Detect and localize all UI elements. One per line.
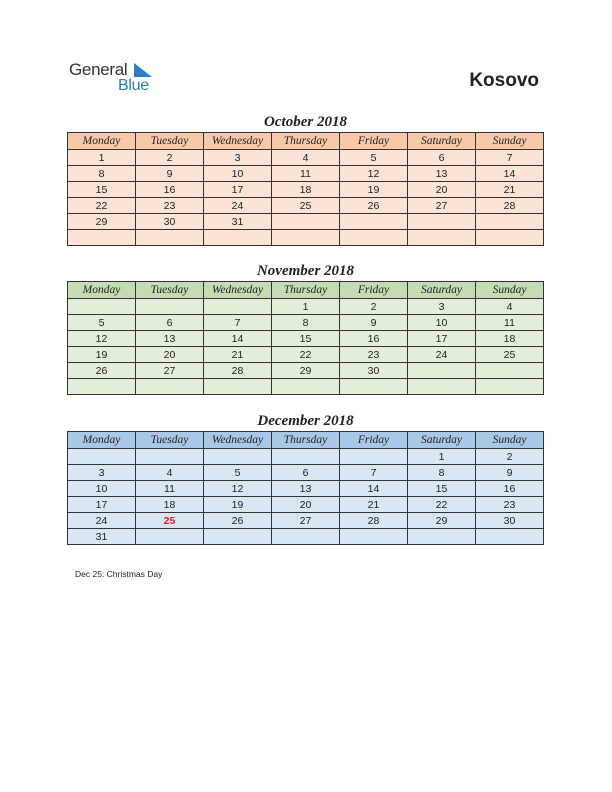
day-cell: 12 [204, 481, 272, 497]
day-cell: 24 [68, 513, 136, 529]
weekday-header: Tuesday [136, 133, 204, 150]
day-cell: 30 [136, 214, 204, 230]
day-cell: 1 [68, 150, 136, 166]
day-cell: 20 [136, 347, 204, 363]
day-cell [204, 449, 272, 465]
day-cell: 21 [340, 497, 408, 513]
weekday-header: Thursday [272, 133, 340, 150]
day-cell [136, 230, 204, 246]
day-cell: 15 [68, 182, 136, 198]
day-cell: 23 [340, 347, 408, 363]
logo-text-blue: Blue [118, 77, 149, 94]
day-cell: 22 [68, 198, 136, 214]
day-cell [204, 230, 272, 246]
day-cell [340, 449, 408, 465]
weekday-header: Monday [68, 432, 136, 449]
day-cell: 3 [408, 299, 476, 315]
weekday-header: Tuesday [136, 282, 204, 299]
day-cell: 22 [408, 497, 476, 513]
weekday-header: Saturday [408, 432, 476, 449]
day-cell: 26 [204, 513, 272, 529]
day-cell [476, 214, 544, 230]
day-cell: 7 [340, 465, 408, 481]
weekday-header: Sunday [476, 432, 544, 449]
weekday-header: Tuesday [136, 432, 204, 449]
weekday-header: Friday [340, 133, 408, 150]
day-cell: 13 [272, 481, 340, 497]
day-cell: 18 [476, 331, 544, 347]
day-cell: 29 [272, 363, 340, 379]
day-cell: 6 [136, 315, 204, 331]
day-cell [136, 379, 204, 395]
week-row [68, 230, 544, 246]
weekday-header: Wednesday [204, 133, 272, 150]
day-cell: 25 [476, 347, 544, 363]
day-cell [340, 529, 408, 545]
day-cell: 30 [340, 363, 408, 379]
day-cell [204, 529, 272, 545]
day-cell: 31 [204, 214, 272, 230]
day-cell [136, 529, 204, 545]
day-cell [408, 379, 476, 395]
weekday-header: Saturday [408, 282, 476, 299]
weekday-header: Thursday [272, 432, 340, 449]
day-cell: 2 [476, 449, 544, 465]
day-cell: 28 [476, 198, 544, 214]
day-cell: 28 [204, 363, 272, 379]
day-cell: 28 [340, 513, 408, 529]
day-cell [272, 379, 340, 395]
day-cell: 13 [136, 331, 204, 347]
week-row [68, 182, 544, 198]
day-cell: 20 [408, 182, 476, 198]
day-cell: 11 [136, 481, 204, 497]
week-row [68, 347, 544, 363]
country-title: Kosovo [469, 70, 539, 91]
day-cell: 16 [476, 481, 544, 497]
day-cell [68, 230, 136, 246]
day-cell: 11 [272, 166, 340, 182]
brand-logo [69, 60, 169, 100]
day-cell [136, 449, 204, 465]
day-cell [340, 379, 408, 395]
day-cell: 8 [408, 465, 476, 481]
weekday-header: Monday [68, 282, 136, 299]
day-cell [408, 214, 476, 230]
day-cell: 29 [408, 513, 476, 529]
weekday-header-row [68, 282, 544, 299]
day-cell: 18 [136, 497, 204, 513]
week-row [68, 379, 544, 395]
day-cell: 18 [272, 182, 340, 198]
day-cell: 26 [68, 363, 136, 379]
day-cell [408, 529, 476, 545]
day-cell: 6 [408, 150, 476, 166]
weekday-header: Friday [340, 282, 408, 299]
day-cell: 4 [272, 150, 340, 166]
day-cell [136, 299, 204, 315]
day-cell: 16 [340, 331, 408, 347]
day-cell: 11 [476, 315, 544, 331]
weekday-header: Thursday [272, 282, 340, 299]
weekday-header: Wednesday [204, 432, 272, 449]
weekday-header-row [68, 432, 544, 449]
week-row [68, 497, 544, 513]
month-title: October 2018 [264, 114, 347, 130]
weekday-header: Friday [340, 432, 408, 449]
logo-triangle-icon [134, 63, 152, 79]
day-cell [272, 214, 340, 230]
weekday-header: Saturday [408, 133, 476, 150]
day-cell: 22 [272, 347, 340, 363]
day-cell: 25 [272, 198, 340, 214]
week-row [68, 198, 544, 214]
week-row [68, 363, 544, 379]
day-cell [476, 529, 544, 545]
day-cell: 7 [476, 150, 544, 166]
day-cell [204, 299, 272, 315]
week-row [68, 465, 544, 481]
day-cell [272, 230, 340, 246]
day-cell: 23 [136, 198, 204, 214]
day-cell: 15 [272, 331, 340, 347]
day-cell: 5 [204, 465, 272, 481]
day-cell: 10 [408, 315, 476, 331]
day-cell [272, 529, 340, 545]
day-cell: 4 [136, 465, 204, 481]
day-cell: 4 [476, 299, 544, 315]
week-row [68, 214, 544, 230]
day-cell: 5 [68, 315, 136, 331]
day-cell [340, 230, 408, 246]
day-cell [408, 363, 476, 379]
day-cell: 9 [340, 315, 408, 331]
day-cell [68, 449, 136, 465]
day-cell [476, 379, 544, 395]
day-cell: 27 [136, 363, 204, 379]
week-row [68, 315, 544, 331]
month-title: December 2018 [257, 413, 354, 429]
day-cell: 6 [272, 465, 340, 481]
week-row [68, 481, 544, 497]
day-cell [204, 379, 272, 395]
week-row [68, 166, 544, 182]
day-cell: 29 [68, 214, 136, 230]
day-cell: 12 [340, 166, 408, 182]
day-cell: 7 [204, 315, 272, 331]
day-cell: 19 [68, 347, 136, 363]
day-cell: 2 [340, 299, 408, 315]
week-row [68, 529, 544, 545]
day-cell: 17 [408, 331, 476, 347]
day-cell [476, 363, 544, 379]
day-cell: 27 [272, 513, 340, 529]
day-cell: 24 [204, 198, 272, 214]
holiday-note: Dec 25: Christmas Day [75, 569, 163, 579]
month-table [67, 132, 544, 246]
day-cell: 3 [68, 465, 136, 481]
month-november [67, 261, 544, 395]
week-row [68, 150, 544, 166]
day-cell: 30 [476, 513, 544, 529]
day-cell: 17 [204, 182, 272, 198]
day-cell: 9 [136, 166, 204, 182]
day-cell [68, 299, 136, 315]
day-cell: 1 [408, 449, 476, 465]
day-cell: 8 [272, 315, 340, 331]
day-cell: 19 [204, 497, 272, 513]
day-cell [272, 449, 340, 465]
day-cell: 21 [204, 347, 272, 363]
day-cell [408, 230, 476, 246]
day-cell: 24 [408, 347, 476, 363]
holiday-day-cell: 25 [136, 513, 204, 529]
day-cell: 10 [204, 166, 272, 182]
day-cell: 17 [68, 497, 136, 513]
weekday-header: Sunday [476, 282, 544, 299]
day-cell: 21 [476, 182, 544, 198]
day-cell: 8 [68, 166, 136, 182]
day-cell [476, 230, 544, 246]
day-cell: 23 [476, 497, 544, 513]
day-cell: 12 [68, 331, 136, 347]
month-december [67, 411, 544, 545]
day-cell: 26 [340, 198, 408, 214]
day-cell: 27 [408, 198, 476, 214]
day-cell: 10 [68, 481, 136, 497]
week-row [68, 513, 544, 529]
day-cell: 13 [408, 166, 476, 182]
day-cell: 19 [340, 182, 408, 198]
day-cell: 14 [476, 166, 544, 182]
week-row [68, 299, 544, 315]
day-cell: 3 [204, 150, 272, 166]
day-cell: 9 [476, 465, 544, 481]
weekday-header: Monday [68, 133, 136, 150]
day-cell [340, 214, 408, 230]
day-cell: 14 [204, 331, 272, 347]
day-cell: 16 [136, 182, 204, 198]
weekday-header: Sunday [476, 133, 544, 150]
month-table [67, 281, 544, 395]
month-october [67, 112, 544, 246]
day-cell: 2 [136, 150, 204, 166]
day-cell: 20 [272, 497, 340, 513]
week-row [68, 331, 544, 347]
day-cell: 5 [340, 150, 408, 166]
logo-text-general: General [69, 60, 128, 79]
day-cell: 14 [340, 481, 408, 497]
day-cell [68, 379, 136, 395]
day-cell: 1 [272, 299, 340, 315]
month-table [67, 431, 544, 545]
week-row [68, 449, 544, 465]
month-title: November 2018 [256, 263, 355, 279]
weekday-header: Wednesday [204, 282, 272, 299]
weekday-header-row [68, 133, 544, 150]
day-cell: 15 [408, 481, 476, 497]
day-cell: 31 [68, 529, 136, 545]
